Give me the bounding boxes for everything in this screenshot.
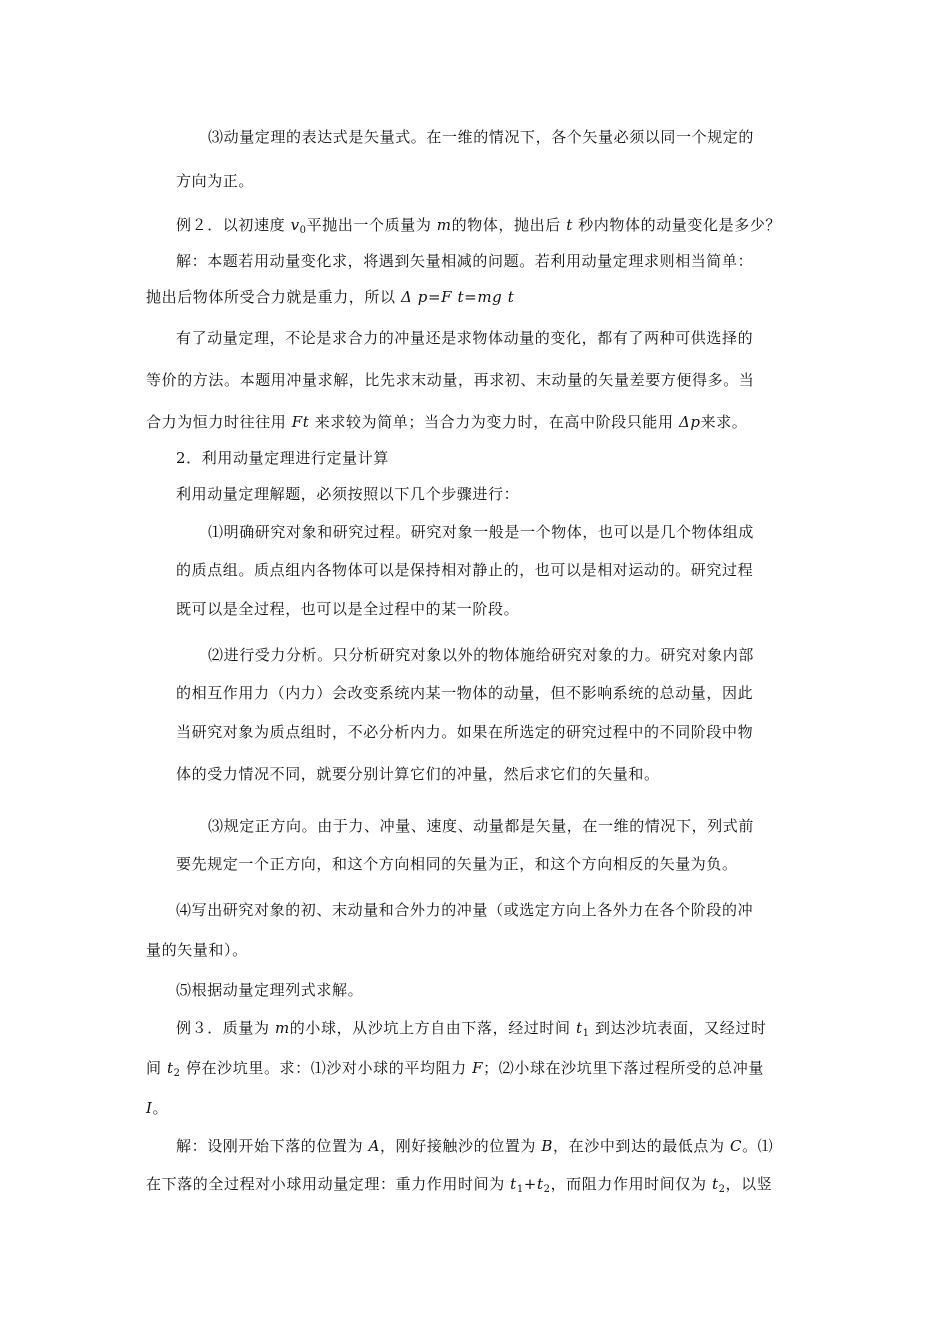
solution-line: 解：设刚开始下落的位置为 A，刚好接触沙的位置为 B，在沙中到达的最低点为 C。⑴ [176,1137,774,1155]
step-4: ⑷写出研究对象的初、末动量和合外力的冲量（或选定方向上各外力在各个阶段的冲 [176,901,754,919]
text-line: 有了动量定理，不论是求合力的冲量还是求物体动量的变化，都有了两种可供选择的 [176,329,754,347]
step-3: ⑶规定正方向。由于力、冲量、速度、动量都是矢量，在一维的情况下，列式前 [208,817,755,835]
text-line: 要先规定一个正方向，和这个方向相同的矢量为正，和这个方向相反的矢量为负。 [176,855,738,873]
text-line: 量的矢量和）。 [146,941,248,959]
text-line: 既可以是全过程，也可以是全过程中的某一阶段。 [176,600,520,618]
text-line: I。 [146,1099,169,1117]
section-heading: 2．利用动量定理进行定量计算 [176,449,389,467]
example-3-question: 例３．质量为 m的小球，从沙坑上方自由下落，经过时间 $t_1$ 到达沙坑表面，又经过时 [176,1019,767,1039]
text-line: 解：本题若用动量变化求，将遇到矢量相减的问题。若利用动量定理求则相当简单： [176,252,754,270]
text-line: 当研究对象为质点组时，不必分析内力。如果在所选定的研究过程中的不同阶段中物 [176,723,754,741]
step-5: ⑸根据动量定理列式求解。 [176,981,364,999]
text-line: 利用动量定理解题，必须按照以下几个步骤进行： [176,485,520,503]
solution-line: 在下落的全过程对小球用动量定理：重力作用时间为 $t_1+t_2$，而阻力作用时间仅为 $t_2$，以竖 [146,1175,773,1195]
text-line: 方向为正。 [176,172,255,190]
text-line: 的相互作用力（内力）会改变系统内某一物体的动量，但不影响系统的总动量，因此 [176,684,754,702]
text-line: 体的受力情况不同，就要分别计算它们的冲量，然后求它们的矢量和。 [176,765,660,783]
text-line: 等价的方法。本题用冲量求解，比先求末动量，再求初、末动量的矢量差要方便得多。当 [146,371,755,389]
text-line: 的质点组。质点组内各物体可以是保持相对静止的，也可以是相对运动的。研究过程 [176,561,754,579]
step-2: ⑵进行受力分析。只分析研究对象以外的物体施给研究对象的力。研究对象内部 [208,646,755,664]
example-2-equation-line: 抛出后物体所受合力就是重力，所以 Δ p=F t=mg t [146,288,515,306]
example-2-question: 例２．以初速度 $v_0$平抛出一个质量为 m的物体，抛出后 t 秒内物体的动量变化是多少？ [176,216,782,236]
text-line: 合力为恒力时往往用 Ft 来求较为简单；当合力为变力时，在高中阶段只能用 Δp来求。 [146,413,748,431]
text-line: ⑶动量定理的表达式是矢量式。在一维的情况下，各个矢量必须以同一个规定的 [208,128,755,146]
step-1: ⑴明确研究对象和研究过程。研究对象一般是一个物体，也可以是几个物体组成 [208,523,755,541]
text-line: 间 $t_2$ 停在沙坑里。求：⑴沙对小球的平均阻力 F；⑵小球在沙坑里下落过程所受的总冲量 [146,1059,764,1079]
